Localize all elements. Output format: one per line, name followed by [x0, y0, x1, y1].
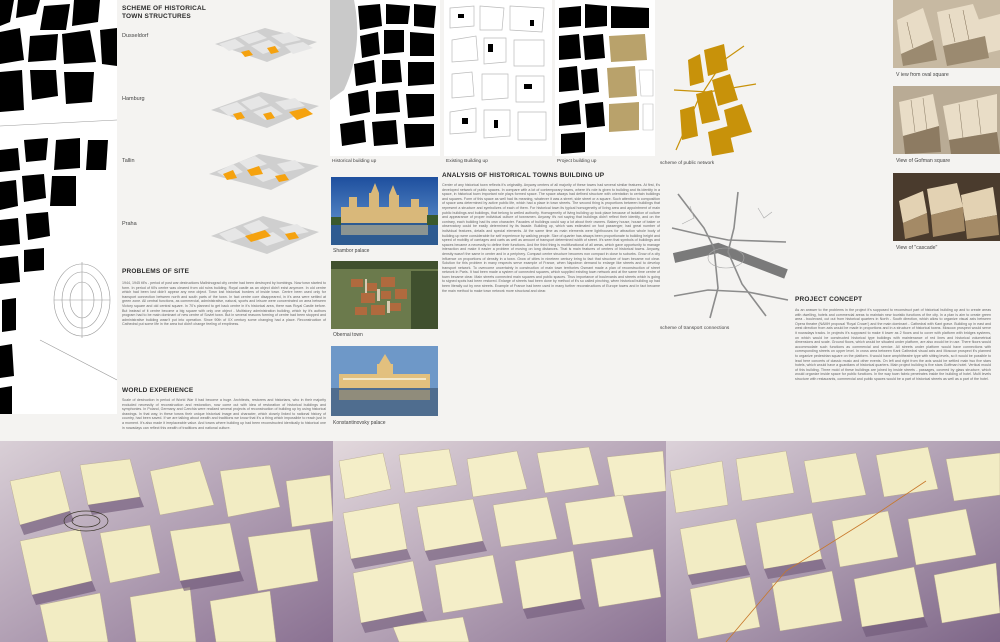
- caption-existing-building: Existing Building up: [446, 159, 488, 164]
- world-text: Scale of destruction in period of World War II had become a huge. Architects, restorers and historians, who in their majority excluded necessity of reconstruction and restoration, now come out with idea of restoration of historical buildings and symphonies. In Poland, Germany and Czechia were realized several projects of reconstruction of building up by using historical drawings. In that way, in these towns their unique historical image and character, which closely linked to national history of country, had been saved. If we are talking about wealth and traditions we know that it's a thing which impossible to reach just in a moment. It's also made it irreplaceable value. And towns where building up had been reconstructed identically to historical one in nowadays can reflect this wealth of traditions and national culture.: [122, 398, 326, 430]
- caption-view-gofman: View of Gofman square: [896, 158, 951, 164]
- analysis-text: Center of any historical town reflects it's originality. Anyway centers of all majority of these towns had several similar features. At first, it's developed network of public spaces. In compare with a lot of contemporary towns, where it's role is given to building and its identity in a space, in historical town important role plays formed space. The space always had defined structure with orientation to certain buildings and squares. Form of this space as well had its meaning, whatever it was a street, side street or a square. Such attention to composition of space was determined by active public life, which had a place in town streets. The second thing is proportions between buildings that represent a structure and symbolizes of each of them. For historical town its typical homogeneity of living area and appointment of main public buildings and buildings, that belong to welled authority. Homogeneity of living building up took place because of isolation of culture and appearance of proper individual culture of townsmen. Anyway it's not saying that buildings didn't reflect their identity, and on the contrary, each building had its own character. Facades of buildings could say a lot about their owners. Bakery house, house of baker or observatory could be easily determined by its facade. Building up, which was estimated on foot passenger, had great number of individual features, details and special elements. At the same time as main elements were lighthouses for attraction whole body of building up were considerable for self experience by walking people. Size of quarter has always been proportionate to building height and speed of mobility of carriages and carts as well as amount of transport determined width of street. It's seen that symbols of buildings and spaces became a necessity to define their functions. And the third thing is multifunctional of all areas, which gave opportunity to manage interaction and make it easier a problem of moving on long distances. That is main features of centers of historical towns. Anyway, density wasn't the same in center and in a periphery. Compact centre structure becomes non compact in close to suburbs. Grow of a city influence on proportions of density in a town. Grow of cities in nineteen century bring to fact that structure of town became not clear. Solution for this problem in many respects serve example of France, when Napoleon demand to enlarge like streets and to develop transport network. To overcome uncertainty in construction of main town territories Osmant made a plan of reconstruction of street network in Paris. It had been made a system of connected squares, which supplied existing town network and at the same time centre of town became clear. Main streets connected main squares and public spaces. Thus importance of boulevards and streets which is going to signed spots had been restored. Enlarge of streets had been done by method of it's so called pinching, when historical building up had been literally cut by new streets. Example of France had been used in many further reconstructions of Europe towns and in fact became the main method to make town network more structural and clear.: [442, 183, 660, 293]
- obernai-town-photo: [331, 261, 438, 329]
- city-label-hamburg: Hamburg: [122, 96, 145, 102]
- hamburg-model: [211, 92, 319, 128]
- caption-view-oval: V iew from oval square: [896, 72, 949, 78]
- city-label-praha: Praha: [122, 221, 137, 227]
- tallin-model: [209, 154, 319, 190]
- scheme-title: [122, 5, 206, 21]
- konstantinovsky-palace-photo: [331, 346, 438, 416]
- world-title: WORLD EXPERIENCE: [122, 387, 194, 394]
- scheme-title-line2: TOWN STRUCTURES: [122, 13, 191, 20]
- dusseldorf-model: [215, 28, 317, 62]
- caption-public-network: scheme of public network: [660, 161, 715, 166]
- praha-model: [211, 216, 319, 254]
- historical-building-map: [330, 0, 440, 156]
- city-label-dusseldorf: Dusseldorf: [122, 33, 149, 39]
- caption-transport: scheme of transport connections: [660, 326, 730, 331]
- scheme-3d-models: [205, 22, 325, 262]
- aerial-render-middle: [333, 441, 666, 642]
- problems-text: 1944, 1945 till's - period of post war destructions Mallninograd city centre had been destroyed by bombings. Now town started to form. In period of till's centre was cleared from old ruins building. Royal castle as an object didn't exist anymore. In old centre which had been lost didn't appear any new object. Town lost historical borders of inside town. Centre been used only for transport connection between north and south parts of the town. In fact centre core disappeared, in it's area were settled at green zone. All central functions, as commercial, administrative, natural, sports and leisure were concentrated on area between Victory square and old central square. In 70's planned to get back centre in it's historical area, there was Royal Castle before. But instead of it centre become a big square with only one object - Multistory administration building, which by it's authors program had to be main dominant of new centre of Soviet town. But in several reasons forming of centre had been stopped and administrative building wasn't put into operation. Since 90th of XX century some changing had a place. Reconstruction of Cathedral put some life in the area but didn't change feeling of emptiness.: [122, 281, 326, 327]
- project-building-map: [555, 0, 655, 156]
- existing-building-map: [444, 0, 552, 156]
- view-gofman-square-photo: [893, 86, 1000, 154]
- analysis-title: ANALYSIS OF HISTORICAL TOWNS BUILDING UP: [442, 172, 605, 179]
- view-oval-square-photo: [893, 0, 1000, 68]
- aerial-render-right: [666, 441, 1000, 642]
- shambor-palace-photo: [331, 177, 438, 245]
- caption-shambor: Shambor palace: [333, 248, 370, 254]
- view-cascade-photo: [893, 173, 1000, 241]
- public-network-scheme: [668, 40, 768, 160]
- scheme-title-line1: SCHEME OF HISTORICAL: [122, 5, 207, 12]
- concept-title: PROJECT CONCEPT: [795, 296, 863, 303]
- caption-obernai: Obernai town: [333, 332, 363, 338]
- city-label-tallin: Tallin: [122, 158, 135, 164]
- caption-konstantinovsky: Konstantinovsky palace: [333, 420, 386, 426]
- caption-historical-building: Historical building up: [332, 159, 377, 164]
- caption-view-cascade: View of "cascade": [896, 245, 938, 251]
- caption-project-building: Project building up: [557, 159, 597, 164]
- concept-text: As an answer to the problems in the project it's supposed to reconstruct part of historical building up and to create areas with dwelling, hotels and commercial areas to maintain new touristic functions of the city. In a plan is aim to create green area - boulevard, cut out from historical quarters in North - South direction, which allow to organize visual axis between Opera theatre (NAMH proposal 'Royal Crown') and the main dominant - Cathedral with Kant grave. Building up in east and west direction from axis would be made in proportions and in a structure of historical towns. Moscow prospect would serve it nowadays tracks. In projects it's supposed to make it lower as 2 floors and to cover with platform with bridges systems, on which would be constructed historical type buildings with maintenance of red lines and historical volumetrical dimensions and scale. Ground floors, which would be situated under platform, are also would be in use. There floors would accommodate such functions as commercial and service. All streets under platform would have connections with corresponding streets on upper level. In cross area between Kant Cathedral visual axis and Moscow prospect it's planned to organize pedestrian square on the platform. It would have amphitheatre type with sitting levels, so it would be possible to lead here concerts of classic music and other events. On left and right from the axis would be settled main two five stars hotels, which would have a guardians of historical quarters. Main project building is five stars Goffman hotel. Vertical mould of this building. Three mold of these buildings are joined by inside streets - passages, covered by glass structure, which would organize inside space for public functions. In the way town fabric penetrates inside the building of hotel. Multi levels structure with restaurants, commercial and public spaces would be a part of historical streets as well as a part of the hotel.: [795, 308, 991, 381]
- aerial-render-left: [0, 441, 333, 642]
- historical-site-plan: [0, 0, 117, 414]
- problems-title: PROBLEMS OF SITE: [122, 268, 190, 275]
- transport-scheme: [668, 188, 790, 320]
